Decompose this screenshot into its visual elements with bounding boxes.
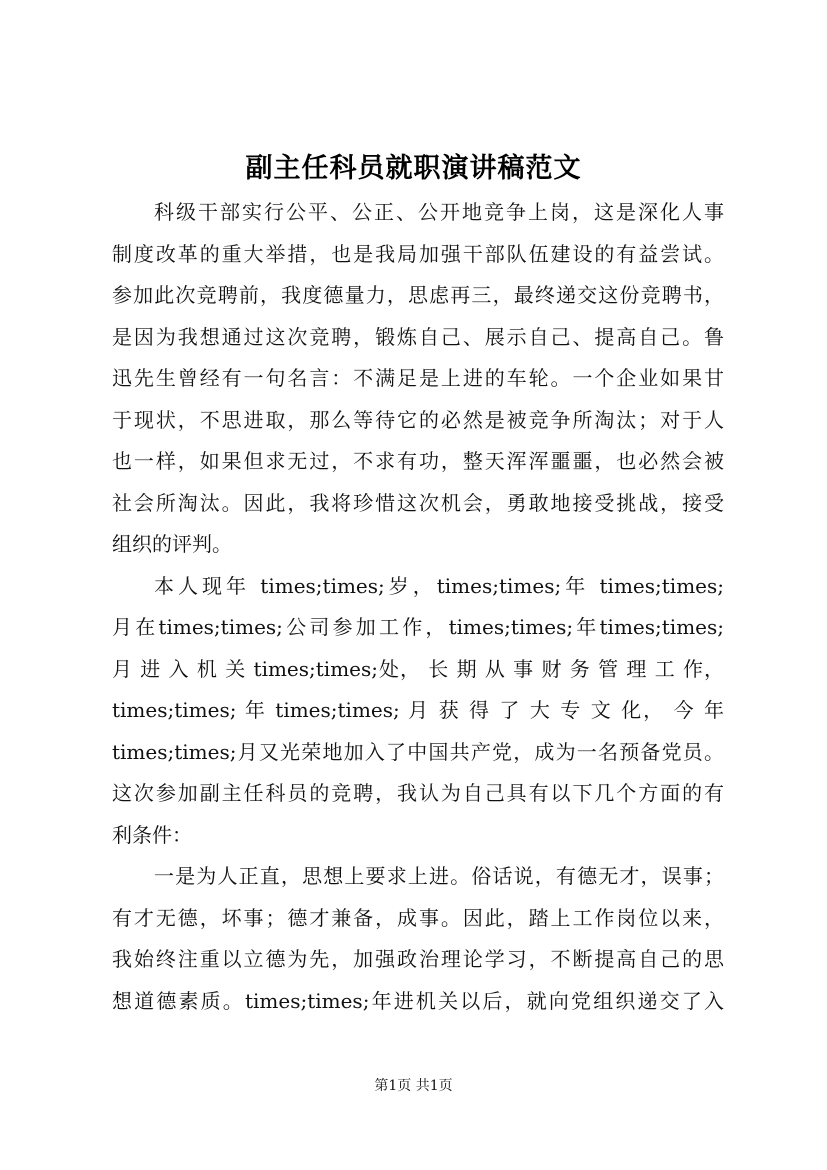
document-title: 副主任科员就职演讲稿范文	[245, 153, 582, 184]
body-line: times;times; 年 times;times; 月 获 得 了 大 专 文 化， 今 年	[112, 698, 724, 722]
body-line: 利条件：	[112, 822, 192, 847]
body-line: 有才无德，坏事；德才兼备，成事。因此，踏上工作岗位以来，	[112, 905, 724, 930]
body-line: 想道德素质。times;times;年进机关以后，就向党组织递交了入	[112, 988, 724, 1013]
body-line: 社会所淘汰。因此，我将珍惜这次机会，勇敢地接受挑战，接受	[112, 490, 724, 515]
body-line: 迅先生曾经有一句名言：不满足是上进的车轮。一个企业如果甘	[112, 366, 724, 390]
body-line: 于现状，不思进取，那么等待它的必然是被竞争所淘汰；对于人	[112, 407, 724, 432]
body-line: 月在times;times;公司参加工作，times;times;年times;times;	[112, 615, 724, 639]
page-footer: 第1页 共1页	[374, 1078, 453, 1094]
body-line: 参加此次竞聘前，我度德量力，思虑再三，最终递交这份竞聘书，	[112, 283, 724, 307]
body-line: 也一样，如果但求无过，不求有功，整天浑浑噩噩，也必然会被	[112, 449, 724, 473]
body-line: 制度改革的重大举措，也是我局加强干部队伍建设的有益尝试。	[112, 241, 724, 266]
document-body	[112, 192, 724, 1022]
body-line: 本人现年 times;times;岁，times;times;年 times;times;	[154, 573, 724, 598]
body-line: 科级干部实行公平、公正、公开地竞争上岗，这是深化人事	[154, 200, 724, 224]
body-line: 一是为人正直，思想上要求上进。俗话说，有德无才，误事；	[154, 864, 724, 888]
body-line: 是因为我想通过这次竞聘，锻炼自己、展示自己、提高自己。鲁	[112, 324, 724, 349]
body-line: 我始终注重以立德为先，加强政治理论学习，不断提高自己的思	[112, 947, 724, 971]
body-line: times;times;月又光荣地加入了中国共产党，成为一名预备党员。	[112, 739, 724, 764]
body-line: 月 进 入 机 关 times;times;处， 长 期 从 事 财 务 管 理 工 作，	[112, 656, 724, 681]
body-line: 这次参加副主任科员的竞聘，我认为自己具有以下几个方面的有	[112, 781, 724, 805]
body-line: 组织的评判。	[112, 532, 232, 556]
